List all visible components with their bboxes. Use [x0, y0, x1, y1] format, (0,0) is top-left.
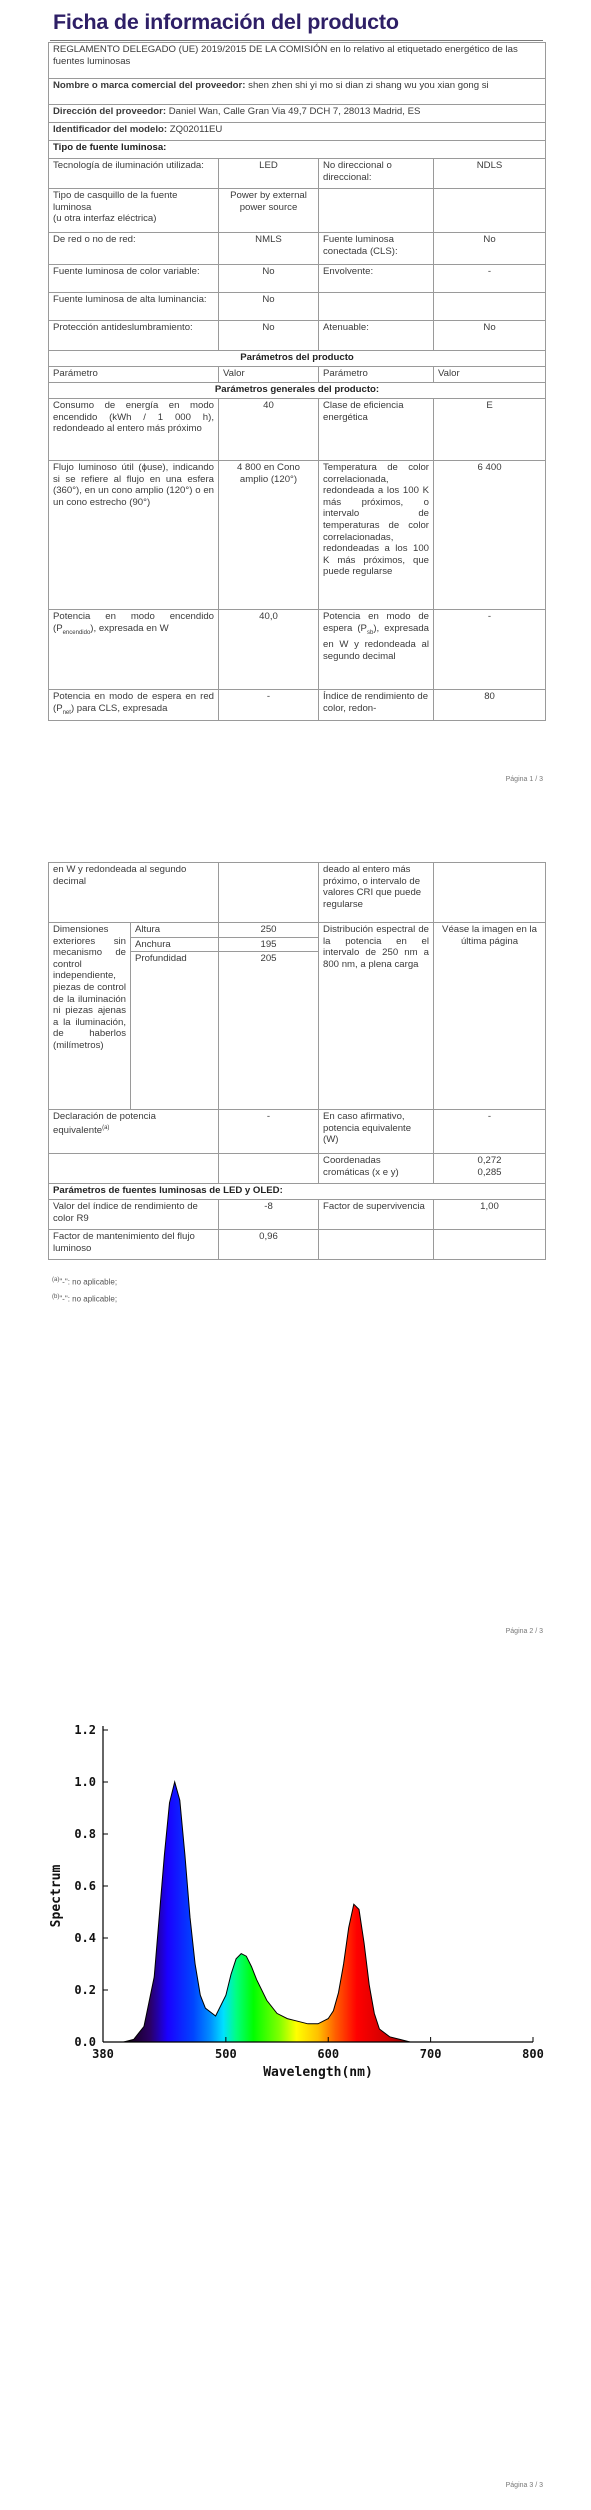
- height-label: Altura: [131, 923, 219, 938]
- y-tick-label: 1.0: [74, 1775, 96, 1789]
- cap-label: Tipo de casquillo de la fuente luminosa: [53, 190, 178, 213]
- maint-value: 0,96: [219, 1230, 319, 1260]
- cri-label: Índice de rendimiento de color, redon-: [319, 690, 434, 721]
- glare-value: No: [219, 321, 319, 351]
- energy-label: Consumo de energía en modo encendido (kWh / 1 000 h), redondeado al entero más próximo: [49, 399, 219, 461]
- footnote-b: $^{(b)}$"-": no aplicable;: [52, 1294, 118, 1304]
- survival-value: 1,00: [434, 1200, 546, 1230]
- maint-label: Factor de mantenimiento del flujo luminoso: [49, 1230, 219, 1260]
- tech-label: Tecnología de iluminación utilizada:: [49, 159, 219, 189]
- y-tick-label: 0.8: [74, 1827, 96, 1841]
- col-value-1: Valor: [219, 367, 319, 383]
- height-value: 250: [219, 923, 319, 938]
- dims-label: Dimensiones exteriores sin mecanismo de control independiente, piezas de control de la iluminación ni piezas ajenas a la iluminación, de haberlos (milímetros): [49, 923, 131, 1110]
- eff-class-value: E: [434, 399, 546, 461]
- spd-label: Distribución espectral de la potencia en el intervalo de 250 nm a 800 nm, a plena carga: [319, 923, 434, 1110]
- col-value-2: Valor: [434, 367, 546, 383]
- mains-label: De red o no de red:: [49, 233, 219, 265]
- page-2-footer: Página 2 / 3: [505, 1628, 543, 1635]
- model-id-row: [49, 123, 546, 141]
- depth-value: 205: [219, 952, 319, 1110]
- chroma-value-cell: [434, 1154, 546, 1184]
- chroma-x: 0,272: [477, 1155, 502, 1167]
- power-on-label: Potencia en modo encendido $(P_{encendido})$, expresada en W: [49, 610, 219, 690]
- nondir-label: No direccional o direccional:: [319, 159, 434, 189]
- cri-label-cont: deado al entero más próximo, o intervalo de valores CRI que puede regularse: [319, 863, 434, 923]
- cri-value: 80: [434, 690, 546, 721]
- chroma-y: 0,285: [477, 1166, 502, 1178]
- led-params-header: Parámetros de fuentes luminosas de LED y OLED:: [49, 1184, 546, 1200]
- x-tick-label: 700: [419, 2047, 442, 2061]
- footnote-a: $^{(a)}$"-": no aplicable;: [52, 1277, 118, 1287]
- cls-value: No: [434, 233, 546, 265]
- equiv-value: -: [219, 1110, 319, 1154]
- hl-value: No: [219, 293, 319, 321]
- spectrum-chart: [0, 1705, 591, 2085]
- equiv-if-value: -: [434, 1110, 546, 1154]
- width-value: 195: [219, 937, 319, 952]
- model-id-label: Identificador del modelo:: [53, 124, 168, 135]
- cct-value: 6 400: [434, 461, 546, 610]
- y-tick-label: 0.2: [74, 1983, 96, 1997]
- envelope-label: Envolvente:: [319, 265, 434, 293]
- page-1-footer: Página 1 / 3: [505, 776, 543, 783]
- x-tick-label: 500: [215, 2047, 237, 2061]
- page-title: Ficha de información del producto: [53, 10, 399, 34]
- width-label: Anchura: [131, 937, 219, 952]
- supplier-address-label: Dirección del proveedor:: [53, 106, 167, 117]
- y-axis-title: Spectrum: [49, 1864, 64, 1928]
- page-3-footer: Página 3 / 3: [505, 2482, 543, 2489]
- light-source-type-header: Tipo de fuente luminosa:: [49, 141, 546, 159]
- y-tick-label: 0.6: [74, 1879, 96, 1893]
- r9-value: -8: [219, 1200, 319, 1230]
- plot-area: [49, 1723, 544, 2080]
- product-params-header: Parámetros del producto: [49, 351, 546, 367]
- col-param-2: Parámetro: [319, 367, 434, 383]
- nondir-value: NDLS: [434, 159, 546, 189]
- x-tick-label: 600: [317, 2047, 340, 2061]
- standby-label: Potencia en modo de espera $(P_{sb})$, expresada en W y redondeada al segundo decimal: [319, 610, 434, 690]
- tech-value: LED: [219, 159, 319, 189]
- dim-label: Atenuable:: [319, 321, 434, 351]
- model-id-value: ZQ02011EU: [169, 124, 223, 135]
- spd-value: Véase la imagen en la última página: [434, 923, 546, 1110]
- cap-label-2: (u otra interfaz eléctrica): [53, 213, 157, 225]
- r9-label: Valor del índice de rendimiento de color R9: [49, 1200, 219, 1230]
- product-info-table-page1: [48, 42, 546, 721]
- col-param-1: Parámetro: [49, 367, 219, 383]
- supplier-address-row: [49, 105, 546, 123]
- net-standby-value: -: [219, 690, 319, 721]
- y-tick-label: 0.4: [74, 1931, 96, 1945]
- hl-label: Fuente luminosa de alta luminancia:: [49, 293, 219, 321]
- supplier-name-label: Nombre o marca comercial del proveedor:: [53, 80, 246, 91]
- supplier-name-row: [49, 79, 546, 105]
- energy-value: 40: [219, 399, 319, 461]
- equiv-label: Declaración de potencia equivalente$^{(a)}$: [49, 1110, 219, 1154]
- y-tick-label: 0.0: [74, 2035, 96, 2049]
- cap-value: Power by external power source: [219, 189, 319, 233]
- survival-label: Factor de supervivencia: [319, 1200, 434, 1230]
- glare-label: Protección antideslumbramiento:: [49, 321, 219, 351]
- net-standby-label-cont: en W y redondeada al segundo decimal: [49, 863, 219, 923]
- power-on-value: 40,0: [219, 610, 319, 690]
- y-tick-label: 1.2: [74, 1723, 96, 1737]
- supplier-name-value: shen zhen shi yi mo si dian zi shang wu you xian gong si: [248, 80, 489, 91]
- x-tick-label: 380: [92, 2047, 114, 2061]
- equiv-if-label: En caso afirmativo, potencia equivalente (W): [319, 1110, 434, 1154]
- title-divider: [50, 40, 543, 41]
- cls-label: Fuente luminosa conectada (CLS):: [319, 233, 434, 265]
- cap-label-cell: [49, 189, 219, 233]
- standby-value: -: [434, 610, 546, 690]
- x-axis-title: Wavelength(nm): [263, 2065, 373, 2080]
- colour-label: Fuente luminosa de color variable:: [49, 265, 219, 293]
- flux-value: 4 800 en Cono amplio (120°): [219, 461, 319, 610]
- supplier-address-value: Daniel Wan, Calle Gran Via 49,7 DCH 7, 28013 Madrid, ES: [168, 106, 421, 117]
- general-params-header: Parámetros generales del producto:: [49, 383, 546, 399]
- flux-label: Flujo luminoso útil (ϕuse), indicando si se refiere al flujo en una esfera (360°), en un cono amplio (120°) o en un cono estrecho (90°): [49, 461, 219, 610]
- eff-class-label: Clase de eficiencia energética: [319, 399, 434, 461]
- colour-value: No: [219, 265, 319, 293]
- depth-label: Profundidad: [131, 952, 219, 1110]
- mains-value: NMLS: [219, 233, 319, 265]
- x-tick-label: 800: [522, 2047, 544, 2061]
- dim-value: No: [434, 321, 546, 351]
- chroma-label: Coordenadas cromáticas (x e y): [319, 1154, 434, 1184]
- regulation-text: REGLAMENTO DELEGADO (UE) 2019/2015 DE LA COMISIÓN en lo relativo al etiquetado energético de las fuentes luminosas: [49, 43, 546, 79]
- net-standby-label: Potencia en modo de espera en red $(P_{net})$ para CLS, expresada: [49, 690, 219, 721]
- envelope-value: -: [434, 265, 546, 293]
- cct-label: Temperatura de color correlacionada, redondeada a los 100 K más próximos, o intervalo de temperaturas de color correlacionadas, redondeadas a los 100 K más próximos, que puede regularse: [319, 461, 434, 610]
- product-info-table-page2: [48, 862, 546, 1260]
